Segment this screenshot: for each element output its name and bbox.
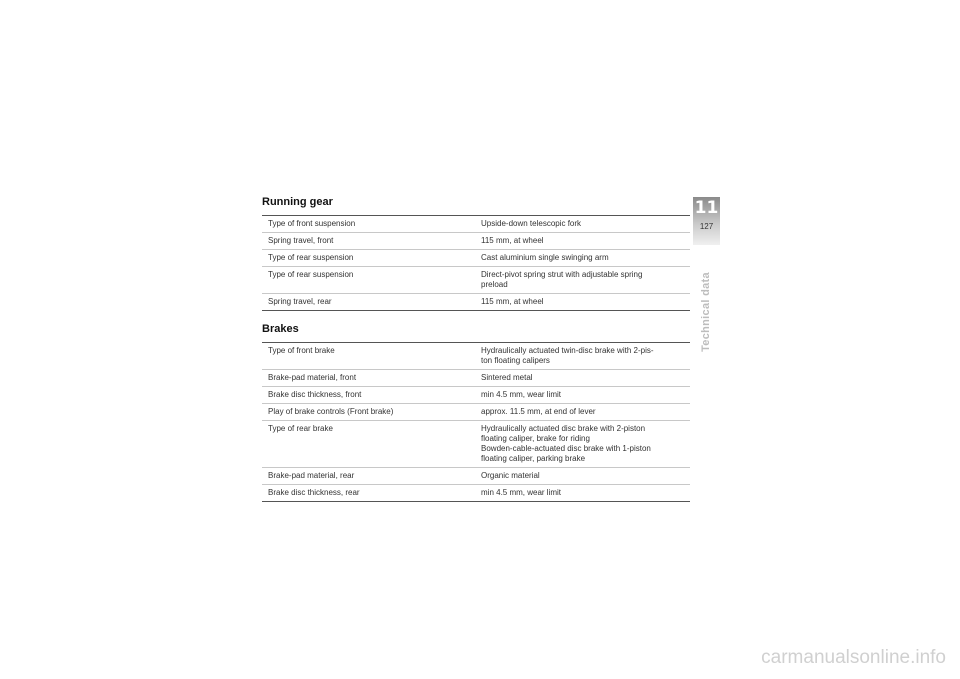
spec-key: Type of rear suspension <box>262 250 475 267</box>
table-row <box>262 421 690 468</box>
spec-value <box>475 468 690 485</box>
watermark: carmanualsonline.info <box>761 647 946 668</box>
section-title-brakes: Brakes <box>262 323 299 335</box>
spec-value-line: Hydraulically actuated disc brake with 2-piston <box>481 424 646 433</box>
spec-value <box>475 485 690 502</box>
spec-value-line: Sintered metal <box>481 373 533 382</box>
spec-key: Brake-pad material, rear <box>262 468 475 485</box>
table-row <box>262 294 690 311</box>
spec-key: Type of rear suspension <box>262 267 475 294</box>
spec-value-line: Bowden-cable-actuated disc brake with 1-piston <box>481 444 651 453</box>
table-row <box>262 267 690 294</box>
spec-value-line: 115 mm, at wheel <box>481 236 544 245</box>
spec-value <box>475 387 690 404</box>
spec-key: Brake-pad material, front <box>262 370 475 387</box>
spec-value-line: Hydraulically actuated twin-disc brake with 2-pis- <box>481 346 654 355</box>
section-title-running-gear: Running gear <box>262 196 333 208</box>
table-row <box>262 387 690 404</box>
spec-value-line: preload <box>481 280 508 289</box>
spec-key: Type of front suspension <box>262 216 475 233</box>
running-gear-table <box>262 215 690 311</box>
spec-value <box>475 343 690 370</box>
table-row <box>262 370 690 387</box>
spec-value <box>475 216 690 233</box>
spec-value-line: floating caliper, parking brake <box>481 454 586 463</box>
spec-key: Play of brake controls (Front brake) <box>262 404 475 421</box>
spec-content <box>262 196 690 514</box>
spec-value-line: Upside-down telescopic fork <box>481 219 582 228</box>
spec-value-line: min 4.5 mm, wear limit <box>481 488 562 497</box>
spec-value <box>475 267 690 294</box>
spec-value <box>475 294 690 311</box>
spec-value <box>475 421 690 468</box>
spec-value <box>475 404 690 421</box>
spec-key: Type of front brake <box>262 343 475 370</box>
brakes-table <box>262 342 690 502</box>
spec-value-line: approx. 11.5 mm, at end of lever <box>481 407 596 416</box>
spec-value-line: min 4.5 mm, wear limit <box>481 390 562 399</box>
spec-value <box>475 233 690 250</box>
spec-key: Spring travel, rear <box>262 294 475 311</box>
table-row <box>262 250 690 267</box>
spec-value-line: ton floating calipers <box>481 356 550 365</box>
page-number: 127 <box>699 222 714 231</box>
chapter-tab <box>693 197 720 245</box>
table-row <box>262 343 690 370</box>
spec-key: Type of rear brake <box>262 421 475 468</box>
chapter-number: 11 <box>694 198 719 218</box>
spec-value-line: Organic material <box>481 471 540 480</box>
spec-value-line: 115 mm, at wheel <box>481 297 544 306</box>
table-row <box>262 404 690 421</box>
spec-value-line: floating caliper, brake for riding <box>481 434 590 443</box>
spec-value-line: Cast aluminium single swinging arm <box>481 253 609 262</box>
spec-key: Brake disc thickness, rear <box>262 485 475 502</box>
table-row <box>262 485 690 502</box>
spec-value <box>475 370 690 387</box>
table-row <box>262 468 690 485</box>
chapter-title: Technical data <box>700 272 712 352</box>
table-row <box>262 216 690 233</box>
spec-value-line: Direct-pivot spring strut with adjustable spring <box>481 270 643 279</box>
spec-value <box>475 250 690 267</box>
table-row <box>262 233 690 250</box>
spec-key: Spring travel, front <box>262 233 475 250</box>
spec-key: Brake disc thickness, front <box>262 387 475 404</box>
